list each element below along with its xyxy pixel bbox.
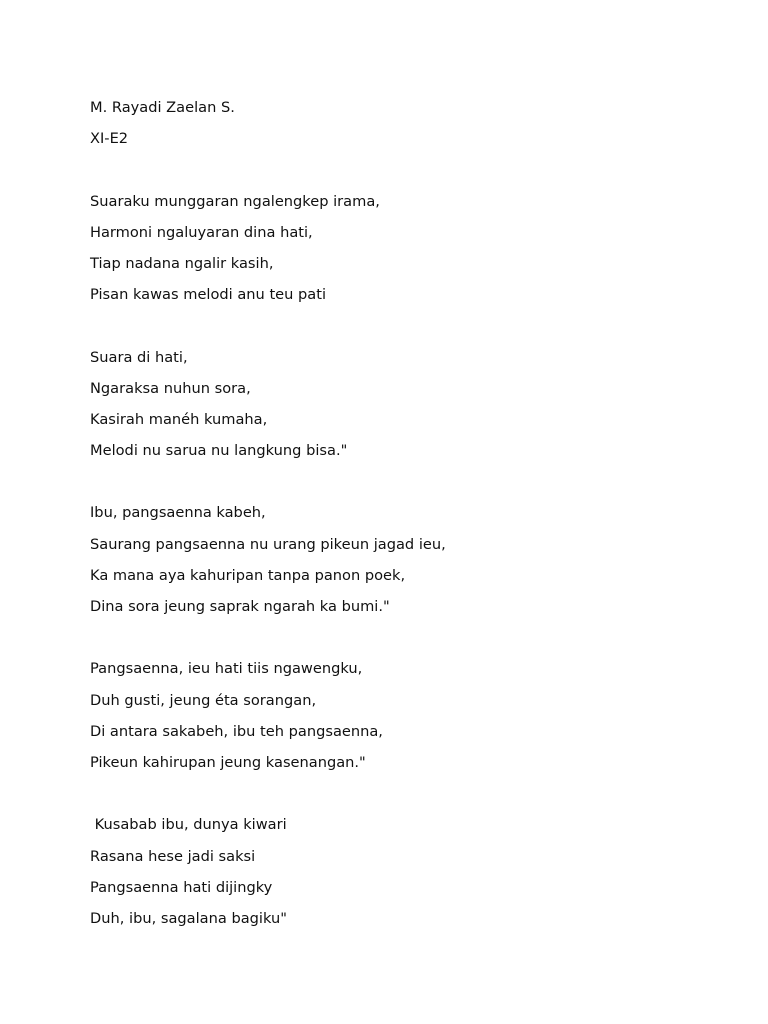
poem-line: Ngaraksa nuhun sora, bbox=[90, 379, 251, 397]
class-label: XI-E2 bbox=[90, 130, 129, 148]
stanza-5 bbox=[90, 809, 728, 934]
author-name: M. Rayadi Zaelan S. bbox=[90, 99, 235, 116]
poem-line: Pangsaenna, ieu hati tiis ngawengku, bbox=[90, 660, 363, 678]
poem-line: Suara di hati, bbox=[90, 348, 188, 366]
poem-line: Tiap nadana ngalir kasih, bbox=[90, 254, 274, 272]
poem-line: Duh, ibu, sagalana bagiku" bbox=[90, 909, 287, 927]
stanza-gap bbox=[90, 310, 728, 341]
poem-line: Dina sora jeung saprak ngarah ka bumi." bbox=[90, 598, 390, 615]
stanza-gap bbox=[90, 466, 728, 497]
poem-line: Saurang pangsaenna nu urang pikeun jagad ieu, bbox=[90, 535, 446, 553]
poem-line: Suaraku munggaran ngalengkep irama, bbox=[90, 192, 380, 210]
stanza-1 bbox=[90, 186, 728, 311]
poem-line: Pikeun kahirupan jeung kasenangan." bbox=[90, 753, 366, 771]
poem-line: Rasana hese jadi saksi bbox=[90, 847, 256, 865]
stanza-gap bbox=[90, 154, 728, 185]
stanza-2 bbox=[90, 342, 728, 467]
poem-line: Melodi nu sarua nu langkung bisa." bbox=[90, 442, 348, 460]
poem-line: Ka mana aya kahuripan tanpa panon poek, bbox=[90, 566, 406, 584]
poem-line: Pangsaenna hati dijingky bbox=[90, 878, 273, 896]
stanza-gap bbox=[90, 778, 728, 809]
poem-line: Duh gusti, jeung éta sorangan, bbox=[90, 691, 317, 709]
poem-line: Kasirah manéh kumaha, bbox=[90, 410, 268, 428]
stanza-3 bbox=[90, 497, 728, 622]
poem-line: Harmoni ngaluyaran dina hati, bbox=[90, 223, 313, 241]
document-page bbox=[90, 92, 728, 934]
stanza-gap bbox=[90, 622, 728, 653]
stanza-4 bbox=[90, 653, 728, 778]
poem-line: Kusabab ibu, dunya kiwari bbox=[90, 816, 287, 834]
poem-line: Ibu, pangsaenna kabeh, bbox=[90, 504, 266, 522]
poem-line: Di antara sakabeh, ibu teh pangsaenna, bbox=[90, 722, 383, 740]
poem-line: Pisan kawas melodi anu teu pati bbox=[90, 286, 327, 304]
